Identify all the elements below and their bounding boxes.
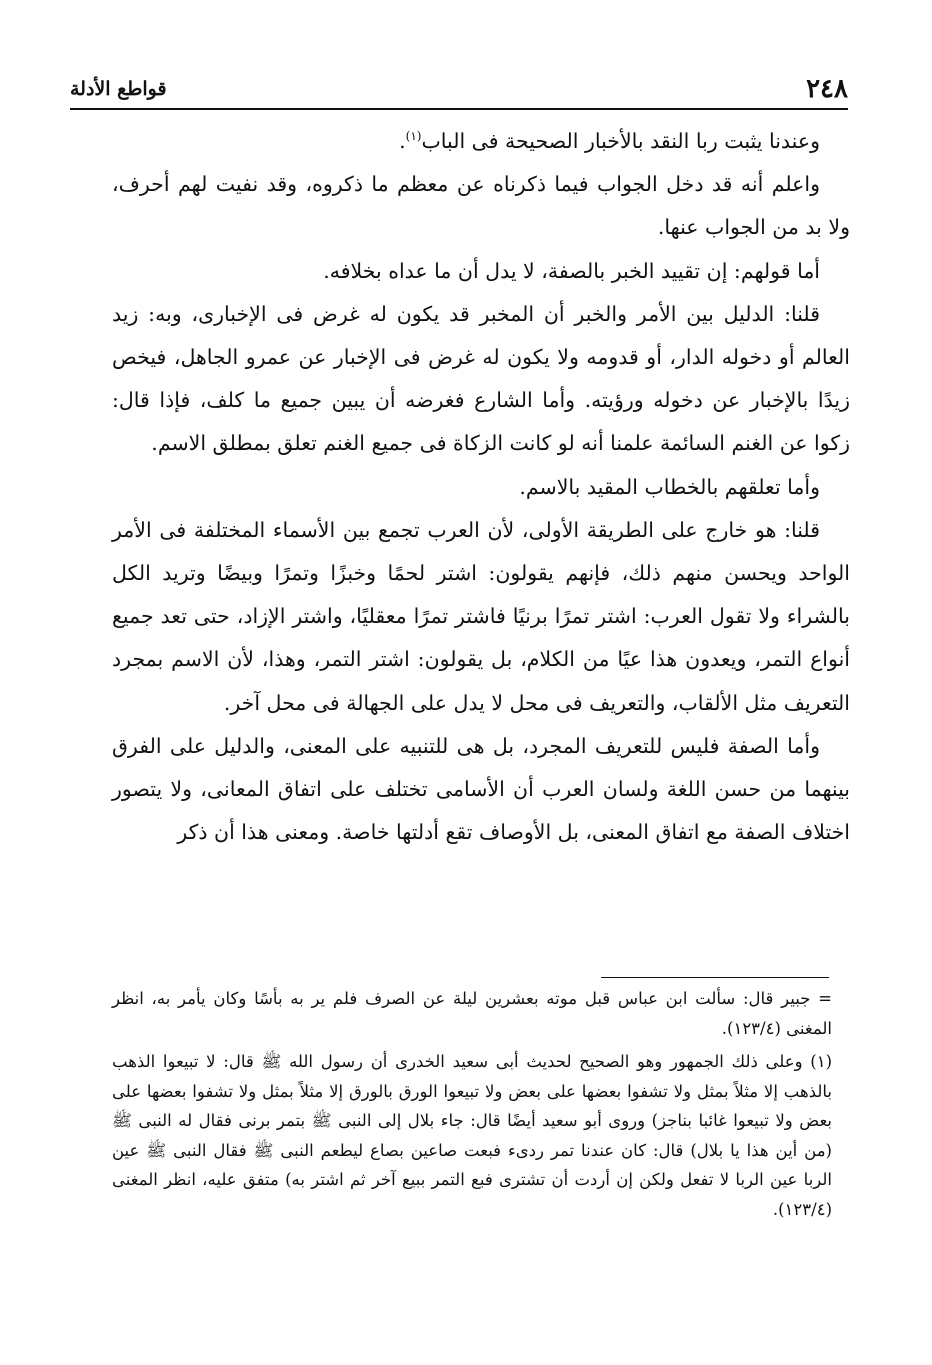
paragraph: قلنا: الدليل بين الأمر والخبر أن المخبر قد يكون له غرض فى الإخبارى، وبه: زيد العالم أو دخوله الدار، أو قدومه ولا يكون له غرض فى الإخبار عن عمرو الجاهل، فيخص زيدًا بالإخبار عن دخوله ورؤيته. وأما الشارع فغرضه أن يبين جميع ما كلف، فإذا قال: زكوا عن الغنم السائمة علمنا أنه لو كانت الزكاة فى جميع الغنم تعلق بمطلق الاسم. [112, 301, 850, 456]
paragraph: وأما الصفة فليس للتعريف المجرد، بل هى للتنبيه على المعنى، والدليل على الفرق بينهما من حسن اللغة ولسان العرب أن الأسامى تختلف على اتفاق المعانى، ولا يتصور اختلاف الصفة مع اتفاق المعنى، بل الأوصاف تقع أدلتها خاصة. ومعنى هذا أن ذكر [112, 733, 850, 845]
footnote-text: وعلى ذلك الجمهور وهو الصحيح لحديث أبى سعيد الخدرى أن رسول الله ﷺ قال: لا تبيعوا الذهب بالذهب إلا مثلاً بمثل ولا تشفوا بعضها على بعض ولا تبيعوا الورق بالورق إلا مثلاً بمثل ولا تشفوا بعضها على بعض ولا تبيعوا غائبا بناجز) وروى أبو سعيد أيضًا قال: جاء بلال إلى النبى ﷺ بتمر برنى فقال له النبى ﷺ (من أين هذا يا بلال) قال: كان عندنا تمر ردىء فبعت صاعين بصاع ليطعم النبى ﷺ فقال النبى ﷺ عين الربا عين الربا لا تفعل ولكن إن أردت أن تشترى فبع التمر ببيع آخر ثم اشتر به) متفق عليه، انظر المغنى (١٢٣/٤). [112, 1052, 832, 1219]
footnote-rule [601, 977, 829, 978]
paragraph: وأما تعلقهم بالخطاب المقيد بالاسم. [519, 474, 820, 499]
main-text [112, 120, 850, 854]
footnotes [112, 984, 832, 1228]
paragraph-text: وعندنا يثبت ربا النقد بالأخبار الصحيحة فى الباب [421, 129, 820, 153]
page-number: ٢٤٨ [806, 74, 848, 104]
footnote-continued: = جبير قال: سألت ابن عباس قبل موته بعشرين ليلة عن الصرف فلم ير به بأسًا وكان يأمر به، انظر المغنى (١٢٣/٤). [112, 989, 832, 1038]
paragraph-end-dot: . [399, 129, 406, 153]
paragraph: واعلم أنه قد دخل الجواب فيما ذكرناه عن معظم ما ذكروه، وقد نفيت لهم أحرف، ولا بد من الجواب عنها. [112, 172, 850, 240]
paragraph [112, 120, 850, 163]
paragraph: قلنا: هو خارج على الطريقة الأولى، لأن العرب تجمع بين الأسماء المختلفة فى الأمر الواحد ويحسن منهم ذلك، فإنهم يقولون: اشتر لحمًا وخبزًا وتمرًا وبيضًا وتريد الكل بالشراء ولا تقول العرب: اشتر تمرًا برنيًا فاشتر تمرًا معقليًا، واشتر الإزاد، حتى تعد جميع أنواع التمر، ويعدون هذا عيًا من الكلام، بل يقولون: اشتر التمر، وهذا، لأن الاسم بمجرد التعريف مثل الألقاب، والتعريف فى محل لا يدل على الجهالة فى محل آخر. [112, 517, 850, 715]
page-header [70, 58, 848, 106]
footnote-marker: (١) [810, 1052, 832, 1071]
running-title: قواطع الأدلة [70, 78, 167, 100]
paragraph: أما قولهم: إن تقييد الخبر بالصفة، لا يدل أن ما عداه بخلافه. [323, 258, 820, 283]
footnote-1 [112, 1047, 832, 1224]
header-rule [70, 108, 848, 110]
footnote-reference: (١) [405, 129, 422, 144]
